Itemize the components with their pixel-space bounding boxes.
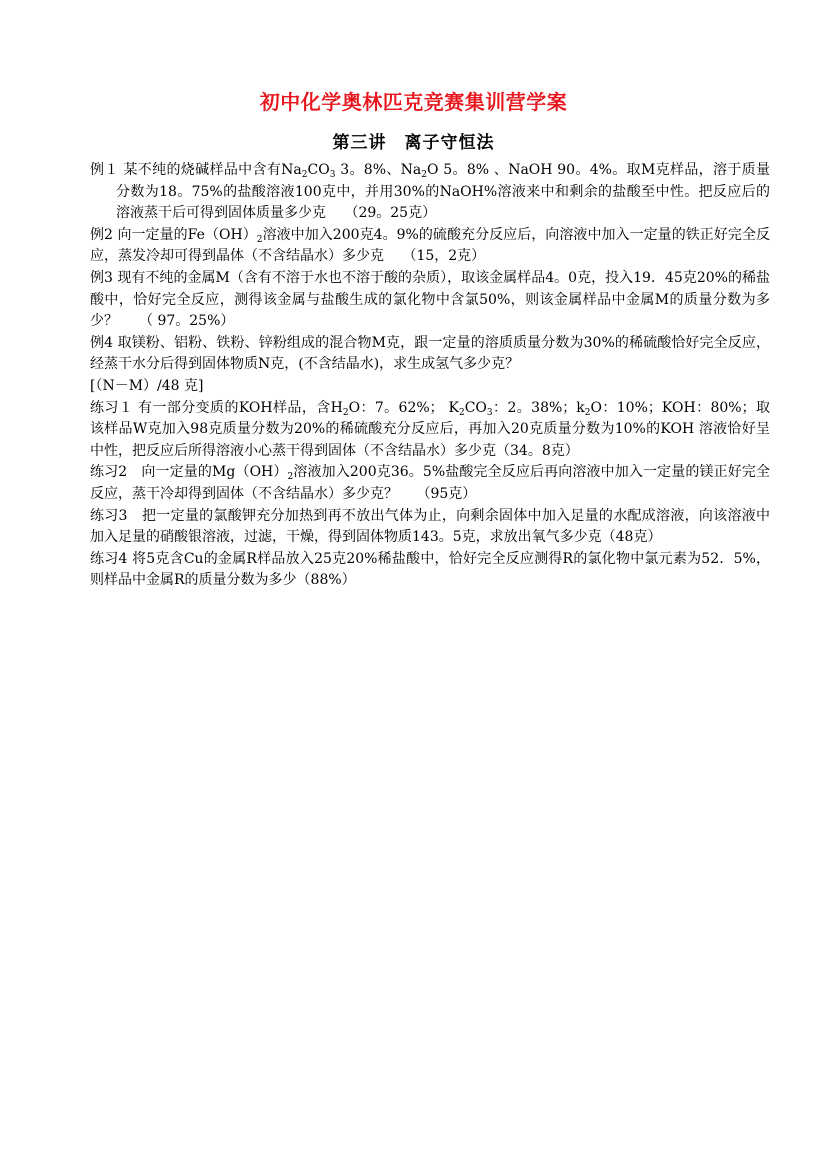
document-body (90, 160, 770, 592)
practice-2: 练习2 向一定量的$Mg(OH)_2$溶液加入200克36。5%盐酸完全反应后再向溶液中加入一定量的镁正好完全反应，蒸干冷却得到固体（不含结晶水）多少克？ （95克） (90, 464, 770, 502)
example-4-answer: [（N－M）/48 克] (90, 377, 204, 394)
lecture-subtitle: 第三讲 离子守恒法 (332, 133, 495, 153)
example-3: 例3 现有不纯的金属M（含有不溶于水也不溶于酸的杂质），取该金属样品4。0克，投入19．45克20%的稀盐酸中，恰好完全反应，测得该金属与盐酸生成的氯化物中含氯50%，则该金属样品中金属M的质量分数为多少？ （ 97。25%） (90, 269, 770, 330)
example-4: 例4 取镁粉、铝粉、铁粉、锌粉组成的混合物M克，跟一定量的溶质质量分数为30%的稀硫酸恰好完全反应，经蒸干水分后得到固体物质N克，(不含结晶水)，求生成氢气多少克？ (90, 334, 770, 373)
example-1: 例１ 某不纯的烧碱样品中含有$Na_2CO_3$ 3。8%、$Na_2O$ 5。8% 、NaOH 90。4%。取M克样品，溶于质量分数为18。75%的盐酸溶液100克中，并用30%的NaOH%溶液来中和剩余的盐酸至中性。把反应后的溶液蒸干后可得到固体质量多少克 （29。25克） (90, 162, 771, 222)
practice-3: 练习3 把一定量的氯酸钾充分加热到再不放出气体为止，向剩余固体中加入足量的水配成溶液，向该溶液中加入足量的硝酸银溶液，过滤，干燥，得到固体物质143。5克，求放出氧气多少克（48克） (90, 507, 770, 546)
practice-1: 练习１ 有一部分变质的KOH样品，含$H_2O$：7。62%； $K_2CO_3$：2。38%；$k_2O$：10%；KOH：80%；取该样品W克加入98克质量分数为20%的稀硫酸充分反应后，再加入20克质量分数为10%的KOH 溶液恰好呈中性，把反应后所得溶液小心蒸干得到固体（不含结晶水）多少克（34。8克） (90, 399, 770, 459)
practice-4: 练习4 将5克含Cu的金属R样品放入25克20%稀盐酸中，恰好完全反应测得R的氯化物中氯元素为52．5%，则样品中金属R的质量分数为多少（88%） (90, 550, 770, 589)
document-title: 初中化学奥林匹克竞赛集训营学案 (259, 90, 568, 114)
example-2: 例2 向一定量的$Fe(OH)_2$溶液中加入200克4。9%的硫酸充分反应后，向溶液中加入一定量的铁正好完全反应，蒸发冷却可得到晶体（不含结晶水）多少克 （15，2克） (90, 226, 770, 265)
